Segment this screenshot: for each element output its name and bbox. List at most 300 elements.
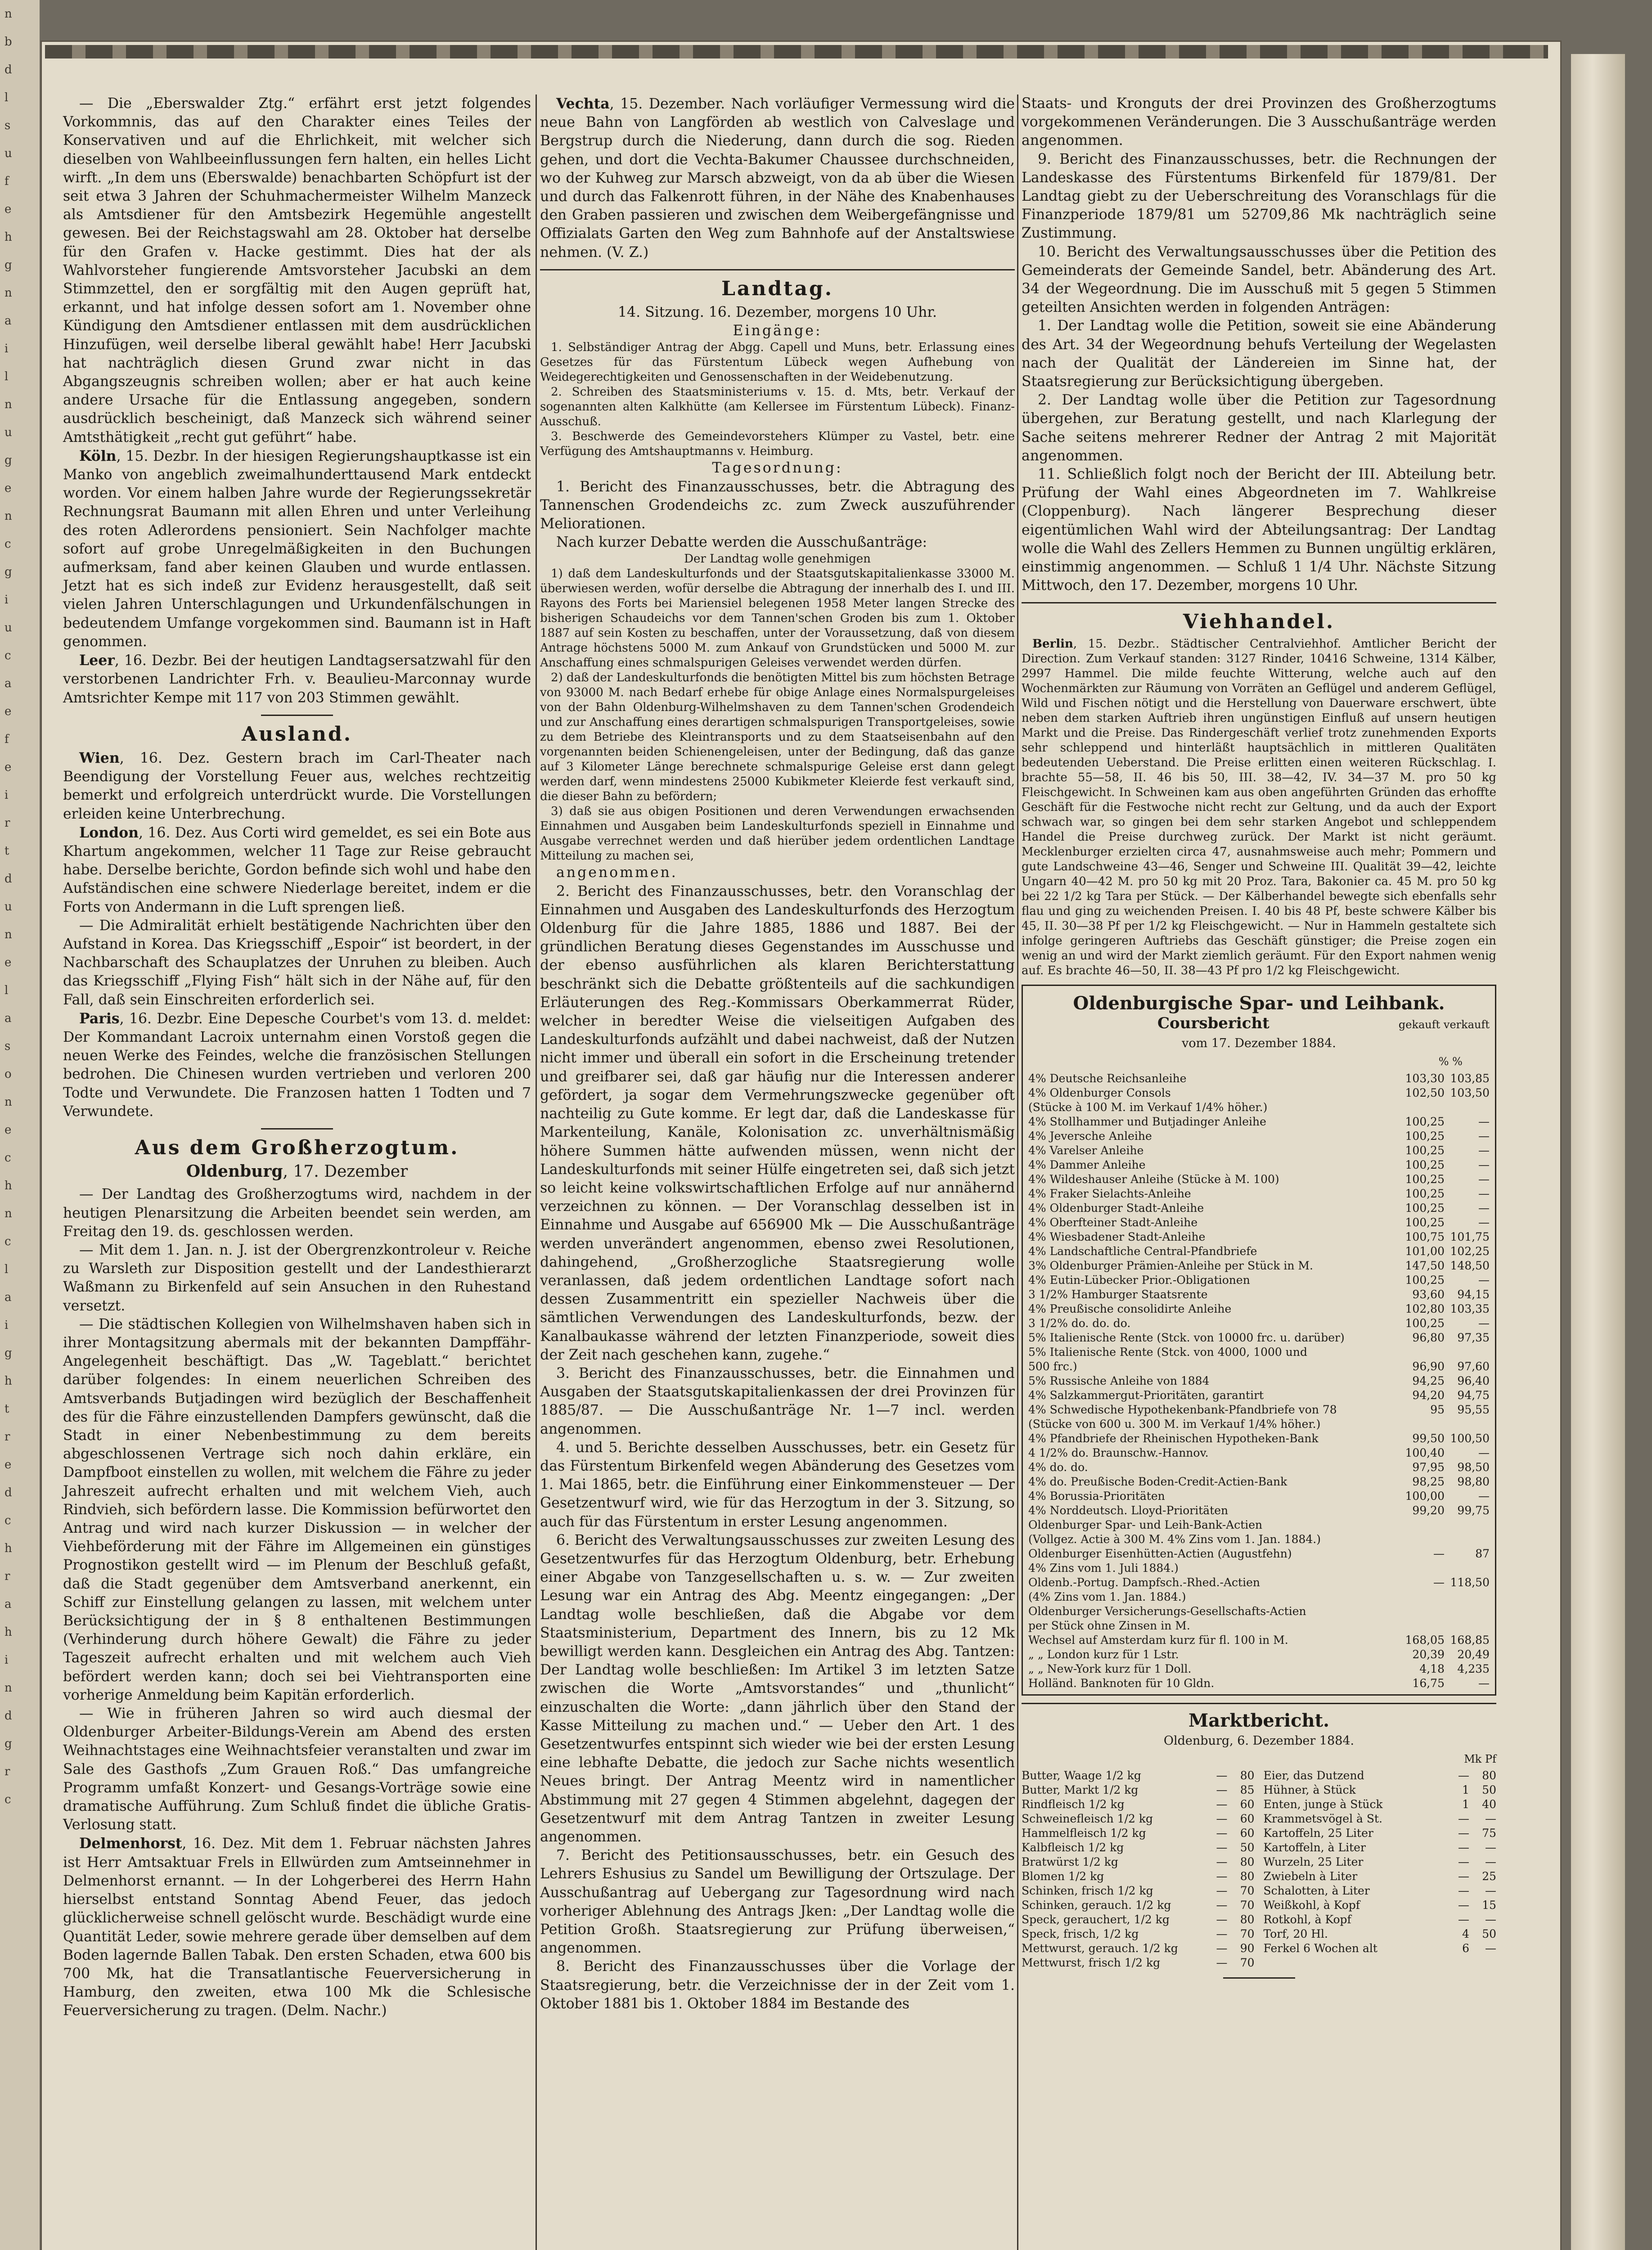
- heading-grossherzogtum: Aus dem Großherzogtum.: [135, 1136, 459, 1159]
- security-name: (4% Zins vom 1. Jan. 1884.): [1028, 1590, 1186, 1603]
- edge-letter: g: [5, 1346, 12, 1360]
- goods-name: Speck, gerauchert, 1/2 kg: [1022, 1913, 1170, 1926]
- price-pfennig: —: [1485, 1812, 1496, 1826]
- goods-name: Torf, 20 Hl.: [1263, 1927, 1328, 1941]
- price-bought: 100,25: [1405, 1158, 1445, 1171]
- price-sold: —: [1478, 1158, 1490, 1171]
- price-mark: 1: [1462, 1783, 1469, 1797]
- viehhandel-report: Berlin, 15. Dezbr.. Städtischer Centralviehhof. Amtlicher Bericht der Direction. Zum Verkauf standen: 3127 Rinder, 10416 Schweine, 1314 Kälber, 2997 Hammel. Die milde feuchte Witterung, welche auch auf den Wochenmärkten zur Räumung von Vorräten an Geflügel und anderem Geflügel, Wild und Fischen nötigt und die Herstellung von Dauerware erschwert, übte neben dem starken Auftrieb ihren ungünstigen Einfluß auf unsern heutigen Markt und die Preise. Das Rindergeschäft verlief trotz zunehmenden Exports sehr schleppend und hinterläßt hauptsächlich in mittleren Qualitäten bedeutenden Ueberstand. Die Preise erlitten einen weiteren Rückschlag. I. brachte 55—58, II. 46 bis 50, III. 38—42, IV. 34—37 M. pro 50 kg Fleischgewicht. In Schweinen kam aus oben angeführten Gründen das erhoffte Geschäft für die Festwoche nicht recht zur Geltung, und da auch der Export schwach war, so gingen bei dem sehr starken Angebot und schleppendem Handel die Preise durchweg zurück. Der Markt ist nicht geräumt. Mecklenburger erzielten circa 47, ausnahmsweise auch mehr; Pommern und gute Landschweine 43—46, Senger und Schweine III. Qualität 39—42, leichte Ungarn 40—42 M. pro 50 kg mit 20 Proz. Tara, Bakonier ca. 45 M. pro 50 kg bei 22 1/2 kg Tara per Stück. — Der Kälberhandel bewegte sich ebenfalls sehr flau und ging zu weichenden Preisen. I. 40 bis 48 Pf, beste schwere Kälber bis 45, II. 30—38 Pf per 1/2 kg Fleischgewicht. — Nur in Hammeln gestaltete sich infolge geringeren Auftriebs das Geschäft günstiger; die Preise zogen ein wenig an und wird der Markt ziemlich geräumt. Für den Export nahmen wenig auf. Es brachte 46—50, II. 38—43 Pf pro 1/2 kg Fleischgewicht.: [1022, 637, 1496, 977]
- price-bought: 100,25: [1405, 1172, 1445, 1186]
- security-name: 5% Italienische Rente (Stck. von 10000 frc. u. darüber): [1028, 1331, 1345, 1344]
- bank-rate-row: [1028, 1287, 1490, 1302]
- price-bought: —: [1433, 1547, 1445, 1560]
- dateline-place: Vechta: [556, 95, 610, 112]
- price-bought: 147,50: [1405, 1259, 1445, 1272]
- bank-rate-row: [1028, 1374, 1490, 1388]
- price-bought: 96,90: [1412, 1359, 1445, 1373]
- price-pfennig: 60: [1240, 1827, 1255, 1840]
- edge-letter: g: [5, 258, 12, 272]
- bank-rate-row: [1028, 1662, 1490, 1676]
- edge-letter: f: [5, 175, 9, 188]
- bank-rate-row: [1028, 1316, 1490, 1331]
- security-name: Oldenburger Eisenhütten-Actien (Augustfehn): [1028, 1547, 1292, 1560]
- edge-letter: i: [5, 1318, 9, 1332]
- goods-name: Mettwurst, frisch 1/2 kg: [1022, 1956, 1161, 1970]
- agenda-item: 7. Bericht des Petitionsausschusses, betr. ein Gesuch des Lehrers Eshusius zu Sandel um Bewilligung der Ortszulage. Der Ausschußantrag auf Uebergang zur Tagesordnung wird nach vorheriger Ablehnung des Antrags Jken: „Der Landtag wolle die Petition Großh. Staatsregierung zur Prüfung überweisen,“ angenommen.: [540, 1847, 1015, 1957]
- edge-letter: u: [5, 426, 12, 439]
- security-name: 4% Salzkammergut-Prioritäten, garantirt: [1028, 1388, 1264, 1402]
- edge-letter: e: [5, 705, 12, 718]
- security-name: Oldenb.-Portug. Dampfsch.-Rhed.-Actien: [1028, 1575, 1260, 1589]
- security-name: 4% do. do.: [1028, 1460, 1088, 1474]
- price-pfennig: 25: [1482, 1870, 1496, 1883]
- market-row: [1022, 1956, 1255, 1970]
- heading-landtag: Landtag.: [721, 277, 834, 300]
- goods-name: Schalotten, à Liter: [1263, 1884, 1370, 1898]
- dateline-place: Leer: [79, 652, 115, 669]
- edge-letter: a: [5, 314, 12, 328]
- price-sold: 94,15: [1457, 1287, 1490, 1301]
- market-row: [1022, 1941, 1255, 1956]
- price-pfennig: 60: [1240, 1798, 1255, 1811]
- dateline-place: Köln: [79, 447, 117, 464]
- market-row: [1264, 1826, 1497, 1840]
- price-sold: —: [1478, 1129, 1490, 1143]
- bank-rate-row: [1028, 1619, 1490, 1633]
- column-3: [1022, 94, 1496, 1986]
- price-pfennig: 40: [1482, 1798, 1496, 1811]
- price-pfennig: 70: [1240, 1956, 1255, 1970]
- edge-letter: f: [5, 733, 9, 746]
- price-mark: 6: [1462, 1942, 1469, 1955]
- price-pfennig: —: [1485, 1884, 1496, 1898]
- motion-list: [540, 552, 1015, 864]
- goods-name: Zwiebeln à Liter: [1263, 1870, 1358, 1883]
- edge-letter: i: [5, 593, 9, 607]
- goods-name: Rindfleisch 1/2 kg: [1022, 1798, 1125, 1811]
- price-sold: 4,235: [1457, 1662, 1490, 1675]
- market-row: [1022, 1855, 1255, 1869]
- price-bought: 100,40: [1405, 1446, 1445, 1459]
- security-name: 4% Dammer Anleihe: [1028, 1158, 1146, 1171]
- bank-rate-row: [1028, 1302, 1490, 1316]
- agenda-item: 9. Bericht des Finanzausschusses, betr. die Rechnungen der Landeskasse des Fürstentums Birkenfeld für 1879/81. Der Landtag giebt zu der Ueberschreitung des Voranschlags für die Finanzperiode 1879/81 um 52709,86 Mk nachträglich seine Zustimmung.: [1022, 151, 1496, 242]
- edge-letter: n: [5, 7, 12, 21]
- goods-name: Schweinefleisch 1/2 kg: [1022, 1812, 1153, 1826]
- bank-rate-row: [1028, 1547, 1490, 1561]
- edge-letter: a: [5, 1291, 12, 1304]
- edge-letter: e: [5, 956, 12, 969]
- edge-letter: n: [5, 928, 12, 941]
- security-name: 4% Landschaftliche Central-Pfandbriefe: [1028, 1244, 1257, 1258]
- bank-rate-row: [1028, 1129, 1490, 1143]
- security-name: 500 frc.): [1028, 1359, 1077, 1373]
- bank-rate-row: [1028, 1244, 1490, 1259]
- edge-letter: a: [5, 1012, 12, 1025]
- price-mark: —: [1216, 1812, 1228, 1826]
- price-mark: —: [1216, 1899, 1228, 1912]
- bank-rate-row: [1028, 1604, 1490, 1619]
- goods-name: Hammelfleisch 1/2 kg: [1022, 1827, 1146, 1840]
- price-pfennig: 70: [1240, 1884, 1255, 1898]
- goods-name: Schinken, frisch 1/2 kg: [1022, 1884, 1153, 1898]
- security-name: 4% Norddeutsch. Lloyd-Prioritäten: [1028, 1503, 1229, 1517]
- price-pfennig: 80: [1240, 1855, 1255, 1869]
- price-bought: 93,60: [1412, 1287, 1445, 1301]
- edge-letter: h: [5, 1374, 12, 1388]
- price-pfennig: 75: [1482, 1827, 1496, 1840]
- edge-letter: e: [5, 760, 12, 774]
- price-bought: 100,25: [1405, 1215, 1445, 1229]
- market-row: [1264, 1768, 1497, 1783]
- security-name: 4% Fraker Sielachts-Anleihe: [1028, 1187, 1191, 1200]
- section-divider: [1022, 602, 1496, 603]
- price-pfennig: 80: [1240, 1769, 1255, 1782]
- market-row: [1022, 1840, 1255, 1855]
- price-sold: 97,60: [1457, 1359, 1490, 1373]
- motion-item: 2. Der Landtag wolle über die Petition zur Tagesordnung übergehen, zur Beratung gestellt, und nach Klarlegung der Sache seitens mehrerer Redner der Antrag 2 mit Majorität angenommen.: [1022, 392, 1496, 464]
- price-pfennig: —: [1485, 1855, 1496, 1869]
- article-landtag-close: — Der Landtag des Großherzogtums wird, nachdem in der heutigen Plenarsitzung die Arbeiten beendet sein werden, am Freitag den 19. ds. geschlossen werden.: [63, 1186, 531, 1240]
- motion-item: 2) daß der Landeskulturfonds die benötigten Mittel bis zum höchsten Betrage von 93000 M. nach Bedarf erhebe für obige Anlage eines Normalspurgeleises von der Bahn Oldenburg-Wilhelmshaven zu dem Tannen'schen Grodendeich und zur Anschaffung eines derartigen schmalspurigen Transportgeleises, sowie zu dem Betriebe des Kleintransports und zu dem Staatseisenbahn auf den vorgenannten beiden Schienengeleisen, unter der Bedingung, daß das ganze auf 3 Kilometer Länge berechnete schmalspurige Geleise erst dann gelegt werden darf, wenn mindestens 25000 Kubikmeter Kleierde fest verkauft sind, die dieser Bahn zu befördern;: [540, 671, 1015, 804]
- market-column-right: [1264, 1768, 1497, 1970]
- price-pfennig: 80: [1482, 1769, 1496, 1782]
- price-mark: —: [1216, 1913, 1228, 1926]
- market-row: [1022, 1812, 1255, 1826]
- agenda-item: 2. Bericht des Finanzausschusses, betr. den Voranschlag der Einnahmen und Ausgaben des Landeskulturfonds des Herzogtum Oldenburg für die Jahre 1885, 1886 und 1887. Bei der gründlichen Beratung dieses Gegenstandes im Ausschusse und der ebenso ausführlichen als klaren Berichterstattung beschränkt sich die Debatte größtenteils auf die sachkundigen Erläuterungen des Reg.-Kommissars Oberkammerrat Rüder, welcher in beredter Weise die vielseitigen Aufgaben des Landeskulturfonds aufzählt und dabei nachweist, daß der Nutzen nicht immer und überall ein sofort in die Erscheinung tretender und greifbarer sei, daß gar häufig nur die Interessen anderer gefördert, ja sogar dem Vermehrungszwecke gegenüber oft nachteilig zu Gute komme. Er legt dar, daß die Landeskasse für Markenteilung, Kanäle, Kolonisation zc. unverhältnismäßig höhere Summen hätte aufwenden müssen, wenn nicht der Landeskulturfonds mit seiner Hülfe eingetreten sei, daß sich jetzt so leicht keine volkswirtschaftlichen Erfolge auf nur annähernd verzeichnen zu können. — Der Voranschlag desselben ist in Einnahme und Ausgabe auf 656900 Mk — Die Ausschußanträge werden unverändert angenommen, ebenso zwei Resolutionen, dahingehend, „Großherzogliche Staatsregierung wolle veranlassen, daß jedem ordentlichen Landtage sofort nach dessen Zusammentritt ein spezieller Nachweis über die sämtlichen Verwendungen des Landeskulturfonds, bezw. der Kanalbaukasse während der letzten Finanzperiode, soweit dies der Zeit nach geschehen kann, zugehe.“: [540, 883, 1015, 1363]
- price-pfennig: 50: [1240, 1841, 1255, 1854]
- goods-name: Wurzeln, 25 Liter: [1263, 1855, 1364, 1869]
- bank-rate-row: [1028, 1071, 1490, 1086]
- security-name: 4 1/2% do. Braunschw.-Hannov.: [1028, 1446, 1209, 1459]
- article-wilhelmshaven: — Die städtischen Kollegien von Wilhelmshaven haben sich in ihrer Montagsitzung abermals mit der bekannten Dampffähr-Angelegenheit beschäftigt. Das „W. Tageblatt.“ berichtet darüber folgendes: In einem neuerlichen Schreiben des Amtsverbands Butjadingen wird bezüglich der Beschaffenheit des für die Fähre einzustellenden Dampfers gewünscht, daß die Stadt in einer Nebenbestimmung zu dem bereits abgeschlossenen Vertrage sich noch dahin erkläre, ein Dampfboot einstellen zu wollen, mit welchem die Fähre zu jeder Jahreszeit aufrecht erhalten und mit welchem Vieh, auch Rindvieh, sich befördern lasse. Die Kommission befürwortet den Antrag und wird nach kurzer Diskussion — in welcher der Viehbeförderung mit der Fähre im Allgemeinen ein günstiges Prognostikon gestellt wird — im Plenum der Beschluß gefaßt, daß die Stadt gegenüber dem Amtsverband anerkennt, ein Schiff zur Einstellung gelangen zu lassen, mit welchem unter Berücksichtigung der in § 8 enthaltenen Bestimmungen (Verhinderung durch höhere Gewalt) die Fähre zu jeder Tageszeit aufrecht erhalten und mit welchem auch Vieh befördert werden kann; doch sei bei Viehtransporten eine vorherige Anmeldung beim Kapitän erforderlich.: [63, 1316, 531, 1703]
- agenda-item: 3. Bericht des Finanzausschusses, betr. die Einnahmen und Ausgaben der Staatsgutskapitalienkassen der drei Provinzen für 1885/87. — Die Ausschußanträge Nr. 1—7 incl. werden angenommen.: [540, 1365, 1015, 1437]
- edge-letter: d: [5, 1486, 12, 1499]
- price-pfennig: —: [1485, 1942, 1496, 1955]
- market-row: [1264, 1797, 1497, 1812]
- motion-item: 3) daß sie aus obigen Positionen und deren Verwendungen erwachsenden Einnahmen und Ausgaben beim Landeskulturfonds speziell in Einnahme und Ausgabe verrechnet werden und daß hierüber jedem ordentlichen Landtage Mitteilung zu machen sei,: [540, 805, 1015, 863]
- price-bought: 100,25: [1405, 1115, 1445, 1128]
- price-sold: 94,75: [1457, 1388, 1490, 1402]
- price-sold: —: [1478, 1201, 1490, 1215]
- edge-letter: c: [5, 649, 11, 662]
- market-row: [1264, 1927, 1497, 1941]
- page-stack-edge: [1571, 54, 1625, 2250]
- article-paris: Paris, 16. Dezbr. Eine Depesche Courbet's vom 13. d. meldet: Der Kommandant Lacroix unternahm einen Vorstoß gegen die neuen Werke des Feindes, welche die französischen Stellungen bedrohen. Die Chinesen wurden vertrieben und verloren 200 Todte und Verwundete. Die Franzosen hatten 1 Todten und 7 Verwundete.: [63, 1010, 531, 1120]
- edge-letter: r: [5, 1765, 10, 1778]
- edge-letter: e: [5, 482, 12, 495]
- bank-rate-row: [1028, 1187, 1490, 1201]
- edge-letter: a: [5, 677, 12, 690]
- price-bought: 95: [1430, 1403, 1445, 1416]
- neighbor-page-edge: [0, 0, 40, 2250]
- price-sold: 87: [1475, 1547, 1490, 1560]
- security-name: 4% Eutin-Lübecker Prior.-Obligationen: [1028, 1273, 1250, 1287]
- edge-letter: n: [5, 286, 12, 300]
- price-bought: 102,80: [1405, 1302, 1445, 1315]
- bank-rate-row: [1028, 1633, 1490, 1647]
- price-bought: 100,25: [1405, 1143, 1445, 1157]
- motion-result: angenommen.: [556, 864, 678, 881]
- motion-intro: Der Landtag wolle genehmigen: [684, 552, 871, 566]
- section-divider: [1022, 1703, 1496, 1704]
- price-mark: —: [1458, 1884, 1469, 1898]
- security-name: 4% do. Preußische Boden-Credit-Actien-Bank: [1028, 1475, 1287, 1488]
- coursbericht-box: [1022, 985, 1496, 1696]
- price-bought: 94,20: [1412, 1388, 1445, 1402]
- bank-rate-row: [1028, 1100, 1490, 1115]
- article-vechta: Vechta, 15. Dezember. Nach vorläufiger Vermessung wird die neue Bahn von Langförden ab westlich von Calveslage und Bergstrup durch die Niederung, dann durch die sog. Rieden gehen, und dort die Vechta-Bakumer Chaussee durchschneiden, wo der Kuhweg zur Marsch abzweigt, von da ab über die Wiesen und durch das Falkenrott führen, in der Nähe des Knabenhauses den Graben passieren und zwischen dem Weibergefängnisse und Offizialats Garten den Weg zum Bahnhofe auf der Anstaltswiese nehmen. (V. Z.): [540, 95, 1015, 261]
- security-name: 4% Borussia-Prioritäten: [1028, 1489, 1165, 1503]
- market-row: [1264, 1783, 1497, 1797]
- edge-letter: a: [5, 1598, 12, 1611]
- price-sold: —: [1478, 1187, 1490, 1200]
- edge-letter: d: [5, 63, 12, 76]
- price-mark: —: [1216, 1783, 1228, 1797]
- page-top-border: [45, 45, 1548, 58]
- security-name: per Stück ohne Zinsen in M.: [1028, 1619, 1190, 1632]
- edge-letter: d: [5, 1709, 12, 1723]
- price-mark: —: [1216, 1956, 1228, 1970]
- edge-letter: c: [5, 1793, 11, 1806]
- price-bought: 100,25: [1405, 1316, 1445, 1330]
- edge-letter: c: [5, 1235, 11, 1248]
- price-sold: 102,25: [1450, 1244, 1490, 1258]
- price-bought: 101,00: [1405, 1244, 1445, 1258]
- price-sold: 118,50: [1450, 1575, 1490, 1589]
- price-mark: —: [1216, 1855, 1228, 1869]
- security-name: 3 1/2% Hamburger Staatsrente: [1028, 1287, 1208, 1301]
- price-sold: —: [1478, 1676, 1490, 1690]
- bank-rate-row: [1028, 1345, 1490, 1359]
- market-row: [1264, 1884, 1497, 1898]
- edge-letter: i: [5, 788, 9, 802]
- bank-rate-row: [1028, 1676, 1490, 1691]
- bank-rate-row: [1028, 1086, 1490, 1100]
- price-mark: —: [1458, 1812, 1469, 1826]
- bank-rate-row: [1028, 1575, 1490, 1590]
- market-row: [1022, 1927, 1255, 1941]
- price-mark: —: [1458, 1899, 1469, 1912]
- price-sold: —: [1478, 1115, 1490, 1128]
- section-divider: [1223, 1977, 1295, 1979]
- price-sold: 95,55: [1457, 1403, 1490, 1416]
- edge-letter: n: [5, 1095, 12, 1109]
- edge-letter: t: [5, 844, 9, 858]
- price-pfennig: —: [1485, 1841, 1496, 1854]
- dateline-place: Wien: [79, 749, 120, 766]
- price-mark: —: [1216, 1942, 1228, 1955]
- edge-letter: r: [5, 1430, 10, 1444]
- goods-name: Hühner, à Stück: [1263, 1783, 1356, 1797]
- price-pfennig: 85: [1240, 1783, 1255, 1797]
- dateline-place: Paris: [79, 1010, 120, 1027]
- price-bought: 16,75: [1412, 1676, 1445, 1690]
- edge-letter: n: [5, 398, 12, 411]
- goods-name: Rotkohl, à Kopf: [1263, 1913, 1351, 1926]
- column-rule: [536, 94, 537, 2250]
- price-sold: 148,50: [1450, 1259, 1490, 1272]
- price-sold: 97,35: [1457, 1331, 1490, 1344]
- edge-letter: c: [5, 1514, 11, 1527]
- price-sold: 99,75: [1457, 1503, 1490, 1517]
- goods-name: Schinken, gerauch. 1/2 kg: [1022, 1899, 1171, 1912]
- security-name: 5% Russische Anleihe von 1884: [1028, 1374, 1210, 1387]
- dateline-place: London: [79, 824, 139, 841]
- market-row: [1264, 1912, 1497, 1927]
- edge-letter: r: [5, 816, 10, 830]
- bank-column-heads: gekauft verkauft: [1398, 1018, 1490, 1031]
- price-sold: 103,50: [1450, 1086, 1490, 1099]
- bank-rate-row: [1028, 1518, 1490, 1532]
- edge-letter: g: [5, 454, 12, 467]
- price-sold: 96,40: [1457, 1374, 1490, 1387]
- price-bought: 99,50: [1412, 1431, 1445, 1445]
- price-bought: 100,00: [1405, 1489, 1445, 1503]
- price-sold: 103,85: [1450, 1071, 1490, 1085]
- goods-name: Mettwurst, gerauch. 1/2 kg: [1022, 1942, 1178, 1955]
- price-bought: 102,50: [1405, 1086, 1445, 1099]
- security-name: 4% Zins vom 1. Juli 1884.): [1028, 1561, 1179, 1575]
- edge-letter: l: [5, 1263, 9, 1276]
- price-bought: 100,25: [1405, 1273, 1445, 1287]
- agenda-item: 11. Schließlich folgt noch der Bericht der III. Abteilung betr. Prüfung der Wahl eines Abgeordneten im 7. Wahlkreise (Cloppenburg). Nach längerer Besprechung dieser eigentümlichen Wahl wird der Abteilungsantrag: Der Landtag wolle die Wahl des Zellers Hemmen zu Bunnen ungültig erklären, einstimmig angenommen. — Schluß 1 1/4 Uhr. Nächste Sitzung Mittwoch, den 17. Dezember, morgens 10 Uhr.: [1022, 466, 1496, 594]
- dateline-oldenburg: Oldenburg, 17. Dezember: [186, 1162, 408, 1181]
- price-mark: —: [1216, 1927, 1228, 1941]
- article-weihnachtsfeier: — Wie in früheren Jahren so wird auch diesmal der Oldenburger Arbeiter-Bildungs-Verein am Abend des ersten Weihnachtstages eine Weihnachtsfeier veranstalten und zwar im Sale des Gasthofs „Zum Grauen Roß.“ Das umfangreiche Programm umfaßt Konzert- und Gesangs-Vorträge sowie eine dramatische Aufführung. Zum Schluß findet die übliche Gratis-Verlosung statt.: [63, 1706, 531, 1833]
- agenda-continued: Staats- und Kronguts der drei Provinzen des Großherzogtums vorgekommenen Veränderungen. Die 3 Ausschußanträge werden angenommen.: [1022, 95, 1496, 149]
- bank-rate-row: [1028, 1201, 1490, 1215]
- bank-rate-row: [1028, 1489, 1490, 1503]
- edge-letter: t: [5, 1402, 9, 1416]
- edge-letter: c: [5, 537, 11, 551]
- bank-rate-row: [1028, 1475, 1490, 1489]
- tagesordnung-label: Tagesordnung:: [712, 460, 843, 477]
- security-name: „ „ London kurz für 1 Lstr.: [1028, 1647, 1179, 1661]
- security-name: 4% Wildeshauser Anleihe (Stücke à M. 100): [1028, 1172, 1279, 1186]
- article-personnel: — Mit dem 1. Jan. n. J. ist der Obergrenzkontroleur v. Reiche zu Warsleth zur Disposition gestellt und der Landesthierarzt Waßmann zu Birkenfeld auf sein Ansuchen in den Ruhestand versetzt.: [63, 1242, 531, 1314]
- security-name: „ „ New-York kurz für 1 Doll.: [1028, 1662, 1192, 1675]
- bank-rate-row: [1028, 1215, 1490, 1230]
- sitting-line: 14. Sitzung. 16. Dezember, morgens 10 Uhr.: [617, 304, 937, 321]
- section-divider: [261, 715, 333, 716]
- price-sold: 20,49: [1457, 1647, 1490, 1661]
- agenda-item: 4. und 5. Berichte desselben Ausschusses, betr. ein Gesetz für das Fürstentum Birkenfeld wegen Abänderung des Gesetzes vom 1. Mai 1865, betr. die Einführung einer Einkommensteuer — Der Gesetzentwurf wird, wie für das Herzogtum in der 3. Sitzung, so auch für das Fürstentum in erster Lesung angenommen.: [540, 1439, 1015, 1530]
- agenda-item: 10. Bericht des Verwaltungsausschusses über die Petition des Gemeinderats der Gemeinde Sandel, betr. Abänderung des Art. 34 der Wegeordnung. Die im Ausschuß mit 5 gegen 5 Stimmen geteilten Ansichten werden in folgenden Anträgen:: [1022, 243, 1496, 316]
- market-row: [1022, 1783, 1255, 1797]
- price-sold: 98,50: [1457, 1460, 1490, 1474]
- goods-name: Kalbfleisch 1/2 kg: [1022, 1841, 1124, 1854]
- section-divider: [540, 269, 1015, 270]
- bank-rate-table: [1028, 1071, 1490, 1691]
- market-row: [1022, 1797, 1255, 1812]
- price-pfennig: 90: [1240, 1942, 1255, 1955]
- article-admiralitaet: — Die Admiralität erhielt bestätigende Nachrichten über den Aufstand in Korea. Das Kriegsschiff „Espoir“ ist beordert, in der Nachbarschaft des Schauplatzes der Unruhen zu bleiben. Auch das Kriegsschiff „Flying Fish“ hält sich in der Nähe auf, für den Fall, daß sein Einschreiten erforderlich sei.: [63, 917, 531, 1008]
- goods-name: Kartoffeln, 25 Liter: [1263, 1827, 1373, 1840]
- goods-name: Ferkel 6 Wochen alt: [1263, 1942, 1377, 1955]
- security-name: 3% Oldenburger Prämien-Anleihe per Stück in M.: [1028, 1259, 1313, 1272]
- dateline-place: Delmenhorst: [79, 1835, 182, 1852]
- price-sold: 98,80: [1457, 1475, 1490, 1488]
- edge-letter: h: [5, 1542, 12, 1555]
- motion-item: 1) daß dem Landeskulturfonds und der Staatsgutskapitalienkasse 33000 M. überwiesen werden, wofür derselbe die Abtragung der innerhalb des I. und III. Rayons des Forts bei Mariensiel belegenen 1958 Meter langen Strecke des bisherigen Schaudeichs vor dem Tannen'schen Groden bis zum 1. Oktober 1887 auf sein Kosten zu beschaffen, unter der Voraussetzung, daß von diesem Antrage höchstens 5000 M. zum Ankauf von Grundstücken und 5000 M. zur Anschaffung eines schmalspurigen Geleises verwendet werden dürfen.: [540, 567, 1015, 670]
- bank-rate-row: [1028, 1431, 1490, 1446]
- edge-letter: n: [5, 1207, 12, 1220]
- security-name: 4% Oldenburger Consols: [1028, 1086, 1171, 1099]
- security-name: 4% Wiesbadener Stadt-Anleihe: [1028, 1230, 1206, 1243]
- bank-rate-row: [1028, 1259, 1490, 1273]
- price-pfennig: 80: [1240, 1913, 1255, 1926]
- eingaenge-label: Eingänge:: [733, 323, 822, 339]
- article-wien: Wien, 16. Dez. Gestern brach im Carl-Theater nach Beendigung der Vorstellung Feuer aus, welches rechtzeitig bemerkt und erfolgreich unterdrückt wurde. Die Vorstellungen erleiden keine Unterbrechung.: [63, 749, 531, 822]
- price-bought: 20,39: [1412, 1647, 1445, 1661]
- article-koeln: Köln, 15. Dezbr. In der hiesigen Regierungshauptkasse ist ein Manko von angeblich zweimalhunderttausend Mark entdeckt worden. Vor einem halben Jahre wurde der Regierungssekretär Rechnungsrat Baumann mit allen Ehren und unter Verleihung des roten Adlerordens pensioniert. Sein Nachfolger machte sofort auf grobe Unregelmäßigkeiten in den Buchungen aufmerksam, fand aber keinen Glauben und wurde entlassen. Jetzt hat es sich indeß zur Evidenz herausgestellt, daß seit vielen Jahren Unterschlagungen und Urkundenfälschungen in bedeutendem Umfange vorgekommen sind. Baumann ist in Haft genommen.: [63, 447, 531, 650]
- bank-rate-row: [1028, 1403, 1490, 1417]
- edge-letter: n: [5, 509, 12, 523]
- edge-letter: e: [5, 1123, 12, 1137]
- security-name: 4% Stollhammer und Butjadinger Anleihe: [1028, 1115, 1266, 1128]
- bank-units: % %: [1438, 1055, 1463, 1068]
- security-name: (Stücke von 600 u. 300 M. im Verkauf 1/4% höher.): [1028, 1417, 1321, 1431]
- price-bought: 98,25: [1412, 1475, 1445, 1488]
- price-pfennig: 50: [1482, 1783, 1496, 1797]
- goods-name: Weißkohl, à Kopf: [1263, 1899, 1360, 1912]
- price-bought: 97,95: [1412, 1460, 1445, 1474]
- goods-name: Enten, junge à Stück: [1263, 1798, 1383, 1811]
- price-mark: —: [1216, 1841, 1228, 1854]
- bank-rate-row: [1028, 1359, 1490, 1374]
- bank-rate-row: [1028, 1561, 1490, 1575]
- market-row: [1022, 1768, 1255, 1783]
- security-name: Wechsel auf Amsterdam kurz für fl. 100 in M.: [1028, 1633, 1288, 1647]
- price-mark: —: [1216, 1884, 1228, 1898]
- edge-letter: u: [5, 900, 12, 914]
- price-bought: 100,25: [1405, 1129, 1445, 1143]
- market-row: [1022, 1826, 1255, 1840]
- price-pfennig: 15: [1482, 1899, 1496, 1912]
- security-name: 4% Varelser Anleihe: [1028, 1143, 1144, 1157]
- agenda-item: 6. Bericht des Verwaltungsausschusses zur zweiten Lesung des Gesetzentwurfes für das Herzogtum Oldenburg, betr. Erhebung einer Abgabe von Tanzgesellschaften u. s. w. — Zur zweiten Lesung war ein Antrag des Abg. Meentz eingegangen: „Der Landtag wolle beschließen, daß die Abgabe vor dem Staatsministerium, Department des Innern, bis zu 12 Mk bewilligt werden kann. Desgleichen ein Antrag des Abg. Tantzen: Der Landtag wolle beschließen: Im Artikel 3 im letzten Satze zwischen die Worte „Amtsvorstandes“ und „thunlicht“ einzuschalten die Worte: „dann jährlich über den Stand der Kasse Mitteilung zu machen und.“ — Ueber den Art. 1 des Gesetzentwurfes entspinnt sich wieder wie bei der ersten Lesung eine lebhafte Debatte, die jedoch zur Sache nichts wesentlich Neues bringt. Der Antrag Meentz wird in namentlicher Abstimmung mit 27 gegen 4 Stimmen abgelehnt, dagegen der Gesetzentwurf mit dem Antrag Tantzen in zweiter Lesung angenommen.: [540, 1532, 1015, 1845]
- goods-name: Krammetsvögel à St.: [1263, 1812, 1383, 1826]
- security-name: 4% Schwedische Hypothekenbank-Pfandbriefe von 78: [1028, 1403, 1337, 1416]
- security-name: 3 1/2% do. do. do.: [1028, 1316, 1131, 1330]
- market-row: [1022, 1912, 1255, 1927]
- bank-title: Oldenburgische Spar- und Leihbank.: [1073, 992, 1445, 1014]
- price-bought: 103,30: [1405, 1071, 1445, 1085]
- price-pfennig: 80: [1240, 1870, 1255, 1883]
- goods-name: Bratwürst 1/2 kg: [1022, 1855, 1118, 1869]
- goods-name: Eier, das Dutzend: [1263, 1769, 1364, 1782]
- edge-letter: s: [5, 119, 11, 132]
- goods-name: Speck, frisch, 1/2 kg: [1022, 1927, 1139, 1941]
- edge-letter: s: [5, 1040, 11, 1053]
- price-sold: —: [1478, 1215, 1490, 1229]
- bank-rate-row: [1028, 1273, 1490, 1287]
- edge-letter: u: [5, 147, 12, 160]
- security-name: 5% Italienische Rente (Stck. von 4000, 1000 und: [1028, 1345, 1307, 1359]
- edge-letter: g: [5, 1737, 12, 1750]
- agenda-text: Nach kurzer Debatte werden die Ausschußanträge:: [556, 534, 927, 551]
- edge-letter: e: [5, 202, 12, 216]
- article-eberswalde: — Die „Eberswalder Ztg.“ erfährt erst jetzt folgendes Vorkommnis, das auf den Charakter eines Teiles der Konservativen und auf die Ehrlichkeit, mit welcher sich dieselben von Wahlbeeinflussungen fern halten, ein helles Licht wirft. „In dem uns (Eberswalde) benachbarten Schöpfurt ist der seit etwa 3 Jahren der Schuhmachermeister Wilhelm Manzeck als Amtsdiener für den Amtsbezirk Hegemühle angestellt gewesen. Bei der Reichstagswahl am 28. Oktober hat derselbe für den Grafen v. Hacke gestimmt. Dies hat der als Wahlvorsteher fungierende Amtsvorsteher Jacubski an dem Stimmzettel, den er sorgfältig mit den Augen geprüft hat, erkannt, und hat infolge dessen sofort am 1. November ohne Kündigung den Amtsdiener entlassen mit dem ausdrücklichen Hinzufügen, weil derselbe liberal gewählt habe! Herr Jacubski hat nachträglich diesen Grund zwar nicht in das Abgangszeugnis schreiben wollen; aber er hat auch keine andere Ursache für die Entlassung angegeben, sondern ausdrücklich bescheinigt, daß Manzeck sich während seiner Amtsthätigkeit „recht gut geführt“ habe.: [63, 95, 531, 446]
- bank-rate-row: [1028, 1503, 1490, 1518]
- price-bought: 4,18: [1419, 1662, 1445, 1675]
- price-sold: 101,75: [1450, 1230, 1490, 1243]
- bank-rate-row: [1028, 1331, 1490, 1345]
- security-name: (Stücke à 100 M. im Verkauf 1/4% höher.): [1028, 1100, 1268, 1114]
- price-mark: —: [1216, 1870, 1228, 1883]
- eingang-item: 3. Beschwerde des Gemeindevorstehers Klümper zu Vastel, betr. eine Verfügung des Amtshauptmanns v. Heimburg.: [540, 430, 1015, 459]
